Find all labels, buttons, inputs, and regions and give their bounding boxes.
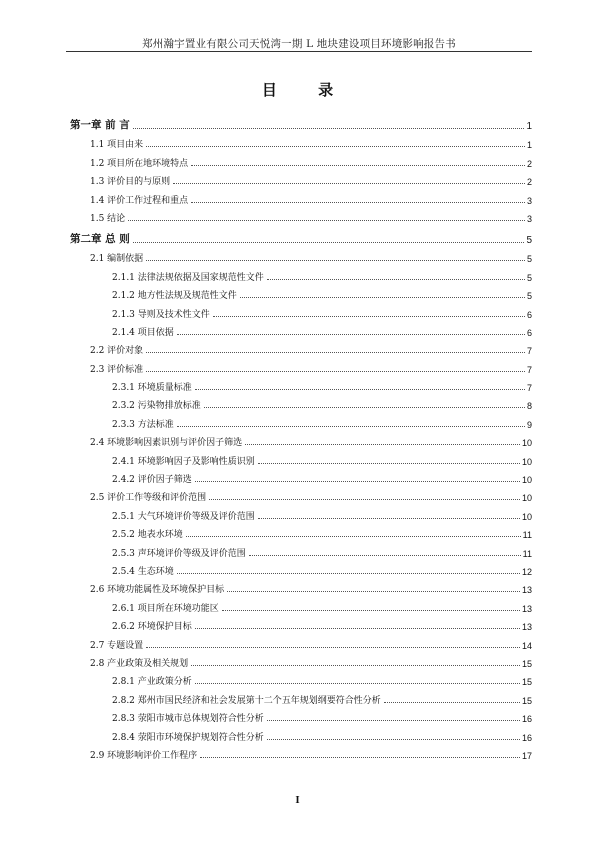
- toc-entry-label: 2.4 环境影响因素识别与评价因子筛选: [90, 438, 243, 449]
- toc-entry-page: 1: [526, 121, 532, 132]
- toc-entry-label: 2.7 专题设置: [90, 640, 144, 651]
- toc-entry-page: 12: [521, 566, 532, 577]
- toc-dot-leader: [195, 628, 520, 629]
- toc-entry[interactable]: [70, 206, 532, 224]
- toc-entry-page: 7: [526, 364, 532, 375]
- toc-entry-label: 1.1 项目由来: [90, 140, 144, 151]
- toc-entry[interactable]: [70, 411, 532, 429]
- toc-entry-page: 5: [526, 291, 532, 302]
- toc-entry-label: 2.8 产业政策及相关规划: [90, 658, 189, 669]
- toc-dot-leader: [267, 739, 520, 740]
- toc-dot-leader: [267, 279, 525, 280]
- toc-dot-leader: [146, 352, 525, 353]
- toc-entry[interactable]: [70, 559, 532, 577]
- page-number: I: [295, 794, 300, 806]
- toc-entry[interactable]: [70, 724, 532, 742]
- toc-entry-label: 2.6 环境功能属性及环境保护目标: [90, 585, 225, 596]
- toc-entry-label: 2.1 编制依据: [90, 254, 144, 265]
- toc-entry-label: 2.1.4 项目依据: [112, 327, 174, 338]
- toc-entry-page: 10: [521, 438, 532, 449]
- toc-entry-page: 10: [521, 475, 532, 486]
- toc-entry-page: 7: [526, 383, 532, 394]
- toc-entry-page: 15: [521, 695, 532, 706]
- toc-entry-page: 14: [521, 640, 532, 651]
- toc-entry[interactable]: [70, 448, 532, 466]
- toc-entry-page: 2: [526, 177, 532, 188]
- toc-entry-label: 2.5.1 大气环境评价等级及评价范围: [112, 511, 255, 522]
- toc-entry-page: 10: [521, 493, 532, 504]
- toc-entry-label: 2.1.1 法律法规依据及国家规范性文件: [112, 272, 264, 283]
- toc-dot-leader: [177, 573, 520, 574]
- toc-entry-label: 2.3.3 方法标准: [112, 419, 174, 430]
- toc-dot-leader: [191, 165, 525, 166]
- toc-dot-leader: [384, 702, 520, 703]
- toc-entry-label: 2.6.2 环境保护目标: [112, 622, 192, 633]
- toc-entry-label: 2.4.1 环境影响因子及影响性质识别: [112, 456, 255, 467]
- toc-dot-leader: [133, 242, 525, 243]
- toc-dot-leader: [227, 591, 520, 592]
- toc-entry-label: 1.5 结论: [90, 213, 126, 224]
- toc-dot-leader: [195, 389, 525, 390]
- toc-entry-label: 2.5.4 生态环境: [112, 566, 174, 577]
- toc-entry-label: 2.3.2 污染物排放标准: [112, 401, 201, 412]
- toc-entry-label: 第一章 前 言: [70, 119, 130, 131]
- toc-entry-label: 2.8.2 郑州市国民经济和社会发展第十二个五年规划纲要符合性分析: [112, 695, 381, 706]
- toc-dot-leader: [146, 371, 525, 372]
- toc-entry-label: 2.3 评价标准: [90, 364, 144, 375]
- toc-entry-label: 2.1.2 地方性法规及规范性文件: [112, 291, 237, 302]
- toc-dot-leader: [177, 334, 525, 335]
- toc-entry-page: 6: [526, 309, 532, 320]
- toc-dot-leader: [267, 720, 520, 721]
- toc-entry-page: 10: [521, 456, 532, 467]
- toc-entry-label: 1.4 评价工作过程和重点: [90, 195, 189, 206]
- toc-dot-leader: [128, 220, 525, 221]
- toc-entry[interactable]: [70, 301, 532, 319]
- toc-dot-leader: [204, 407, 525, 408]
- toc-dot-leader: [209, 499, 520, 500]
- toc-entry[interactable]: [70, 522, 532, 540]
- toc-dot-leader: [146, 260, 525, 261]
- toc-entry-page: 1: [526, 140, 532, 151]
- toc-entry-label: 2.5.2 地表水环境: [112, 530, 183, 541]
- toc-entry-page: 17: [521, 750, 532, 761]
- toc-entry[interactable]: [70, 669, 532, 687]
- toc-entry-page: 7: [526, 346, 532, 357]
- toc-entry-label: 2.8.3 荥阳市城市总体规划符合性分析: [112, 714, 264, 725]
- toc-entry-page: 13: [521, 622, 532, 633]
- toc-entry-page: 9: [526, 419, 532, 430]
- toc-entry-page: 5: [526, 272, 532, 283]
- toc-title: 目 录: [261, 81, 352, 99]
- toc-entry[interactable]: [70, 614, 532, 632]
- toc-entry-page: 8: [526, 401, 532, 412]
- toc-entry-page: 16: [521, 732, 532, 743]
- toc-entry[interactable]: [70, 485, 532, 503]
- toc-dot-leader: [191, 202, 525, 203]
- toc-chapter-entry[interactable]: [70, 227, 532, 246]
- toc-entry[interactable]: [70, 169, 532, 187]
- toc-entry-label: 2.1.3 导则及技术性文件: [112, 309, 210, 320]
- toc-entry[interactable]: [70, 375, 532, 393]
- toc-dot-leader: [146, 146, 525, 147]
- toc-entry[interactable]: [70, 540, 532, 558]
- toc-dot-leader: [191, 665, 520, 666]
- toc-dot-leader: [146, 647, 520, 648]
- toc-entry[interactable]: [70, 356, 532, 374]
- toc-entry[interactable]: [70, 283, 532, 301]
- toc-entry-page: 15: [521, 658, 532, 669]
- toc-dot-leader: [240, 297, 525, 298]
- toc-entry-page: 3: [526, 213, 532, 224]
- toc-entry-page: 16: [521, 714, 532, 725]
- toc-entry-page: 15: [521, 677, 532, 688]
- toc-dot-leader: [177, 426, 525, 427]
- toc-entry-page: 6: [526, 327, 532, 338]
- toc-dot-leader: [200, 757, 520, 758]
- toc-entry[interactable]: [70, 430, 532, 448]
- toc-dot-leader: [173, 183, 525, 184]
- toc-entry[interactable]: [70, 264, 532, 282]
- toc-dot-leader: [249, 555, 521, 556]
- toc-entry[interactable]: [70, 595, 532, 613]
- toc-entry[interactable]: [70, 320, 532, 338]
- toc-entry[interactable]: [70, 706, 532, 724]
- toc-entry-label: 1.3 评价目的与原则: [90, 177, 171, 188]
- toc-entry-label: 2.6.1 项目所在环境功能区: [112, 603, 219, 614]
- toc-entry-page: 13: [521, 603, 532, 614]
- toc-entry[interactable]: [70, 187, 532, 205]
- toc-dot-leader: [213, 316, 525, 317]
- toc-entry-label: 2.5.3 声环境评价等级及评价范围: [112, 548, 246, 559]
- toc-entry[interactable]: [70, 467, 532, 485]
- toc-dot-leader: [195, 683, 520, 684]
- toc-entry-label: 2.3.1 环境质量标准: [112, 383, 192, 394]
- toc-entry-page: 3: [526, 195, 532, 206]
- toc-entry[interactable]: [70, 132, 532, 150]
- toc-dot-leader: [195, 481, 520, 482]
- toc-entry-label: 1.2 项目所在地环境特点: [90, 158, 189, 169]
- header-rule: [66, 51, 532, 52]
- toc-chapter-entry[interactable]: [70, 113, 532, 132]
- table-of-contents: [70, 113, 532, 761]
- toc-entry[interactable]: [70, 150, 532, 168]
- toc-entry-page: 5: [526, 234, 532, 246]
- toc-entry-page: 2: [526, 158, 532, 169]
- toc-entry-label: 2.4.2 评价因子筛选: [112, 475, 192, 486]
- toc-entry-page: 10: [521, 511, 532, 522]
- toc-entry[interactable]: [70, 246, 532, 264]
- toc-entry-page: 5: [526, 254, 532, 265]
- toc-entry[interactable]: [70, 503, 532, 521]
- toc-dot-leader: [258, 463, 520, 464]
- toc-entry[interactable]: [70, 651, 532, 669]
- toc-entry-label: 2.5 评价工作等级和评价范围: [90, 493, 207, 504]
- running-header: 郑州瀚宇置业有限公司天悦湾一期 L 地块建设项目环境影响报告书: [142, 38, 456, 50]
- toc-entry-label: 2.8.4 荥阳市环境保护规划符合性分析: [112, 732, 264, 743]
- toc-dot-leader: [258, 518, 520, 519]
- toc-entry-label: 第二章 总 则: [70, 232, 130, 245]
- toc-dot-leader: [186, 536, 521, 537]
- toc-entry[interactable]: [70, 577, 532, 595]
- toc-dot-leader: [133, 128, 525, 129]
- toc-entry-page: 11: [522, 530, 532, 541]
- toc-entry-page: 11: [522, 548, 532, 559]
- toc-entry[interactable]: [70, 687, 532, 705]
- toc-entry-label: 2.8.1 产业政策分析: [112, 677, 192, 688]
- toc-entry[interactable]: [70, 743, 532, 761]
- toc-entry[interactable]: [70, 393, 532, 411]
- toc-entry[interactable]: [70, 632, 532, 650]
- toc-dot-leader: [222, 610, 520, 611]
- toc-entry-page: 13: [521, 585, 532, 596]
- toc-dot-leader: [245, 444, 520, 445]
- toc-entry-label: 2.9 环境影响评价工作程序: [90, 750, 198, 761]
- toc-entry-label: 2.2 评价对象: [90, 346, 144, 357]
- toc-entry[interactable]: [70, 338, 532, 356]
